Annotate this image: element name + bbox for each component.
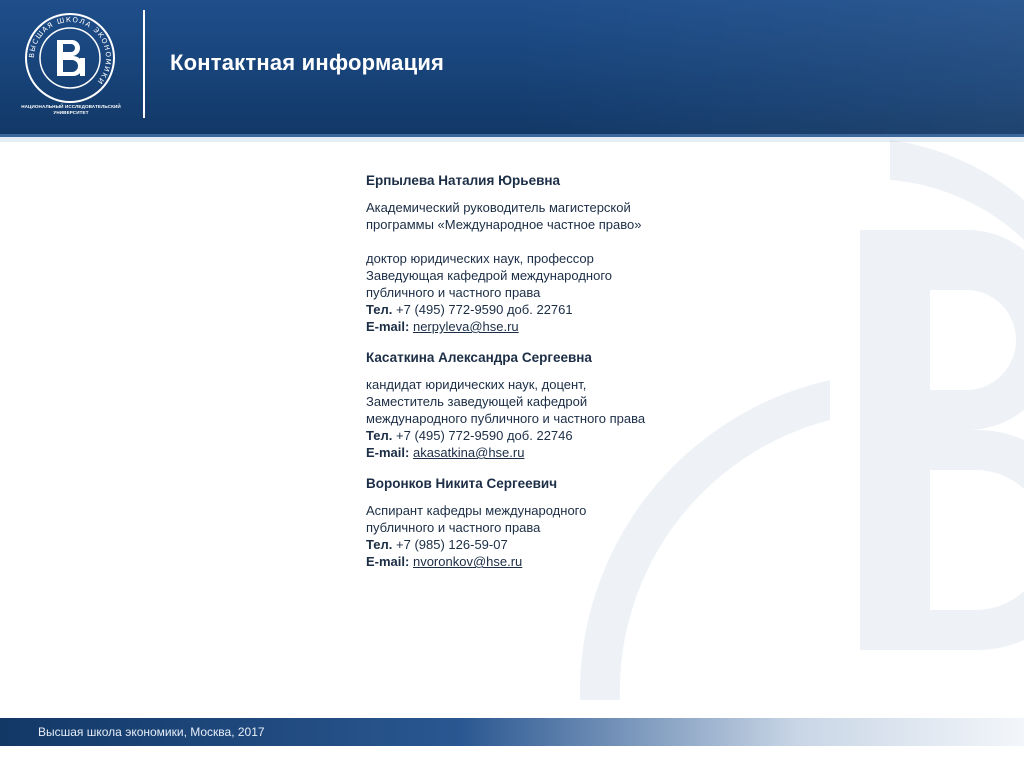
- contact-card: [366, 172, 726, 335]
- contact-role: Академический руководитель магистерской: [366, 200, 631, 215]
- hse-logo-icon: [24, 12, 116, 104]
- email-label: E-mail:: [366, 319, 410, 334]
- phone-label: Тел.: [366, 537, 393, 552]
- footer-text: Высшая школа экономики, Москва, 2017: [38, 725, 265, 739]
- contacts-list: [366, 172, 726, 584]
- contact-detail: публичного и частного права: [366, 285, 541, 300]
- header-banner: [0, 0, 1024, 134]
- contact-card: [366, 475, 726, 570]
- spacer: [366, 233, 726, 250]
- header-divider: [143, 10, 145, 118]
- contact-detail: Заместитель заведующей кафедрой: [366, 394, 588, 409]
- contact-phone: [366, 427, 726, 444]
- phone-label: Тел.: [366, 428, 393, 443]
- logo-caption: НАЦИОНАЛЬНЫЙ ИССЛЕДОВАТЕЛЬСКИЙ УНИВЕРСИТЕТ: [21, 104, 121, 115]
- contact-detail: доктор юридических наук, профессор: [366, 251, 594, 266]
- phone-value: +7 (495) 772-9590 доб. 22761: [396, 302, 573, 317]
- page-title: Контактная информация: [170, 50, 445, 75]
- contact-phone: [366, 536, 726, 553]
- phone-value: +7 (495) 772-9590 доб. 22746: [396, 428, 573, 443]
- contact-detail: Заведующая кафедрой международного: [366, 268, 613, 283]
- email-label: E-mail:: [366, 554, 410, 569]
- email-link[interactable]: nvoronkov@hse.ru: [412, 554, 523, 569]
- email-link[interactable]: akasatkina@hse.ru: [412, 445, 525, 460]
- logo-ring-text: ВЫСШАЯ ШКОЛА ЭКОНОМИКИ: [27, 15, 113, 87]
- contact-detail: Аспирант кафедры международного: [366, 503, 587, 518]
- email-label: E-mail:: [366, 445, 410, 460]
- contact-name: Воронков Никита Сергеевич: [366, 476, 558, 491]
- contact-role: программы «Международное частное право»: [366, 217, 642, 232]
- contact-email: [366, 444, 726, 461]
- contact-card: [366, 349, 726, 461]
- contact-email: [366, 318, 726, 335]
- contact-detail: публичного и частного права: [366, 520, 541, 535]
- contact-detail: международного публичного и частного права: [366, 411, 646, 426]
- contact-name: Ерпылева Наталия Юрьевна: [366, 173, 561, 188]
- contact-phone: [366, 301, 726, 318]
- header-shade: [504, 0, 1024, 134]
- phone-value: +7 (985) 126-59-07: [396, 537, 508, 552]
- contact-detail: кандидат юридических наук, доцент,: [366, 377, 587, 392]
- logo-monogram: [57, 40, 85, 76]
- contact-name: Касаткина Александра Сергеевна: [366, 350, 592, 365]
- phone-label: Тел.: [366, 302, 393, 317]
- email-link[interactable]: nerpyleva@hse.ru: [412, 319, 519, 334]
- contact-email: [366, 553, 726, 570]
